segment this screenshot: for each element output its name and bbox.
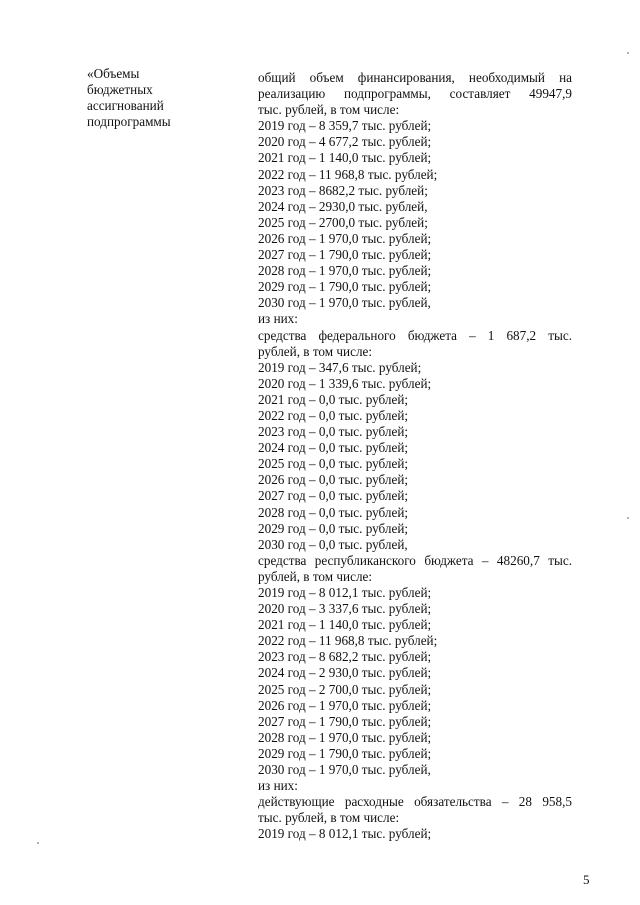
- year-line: 2022 год – 0,0 тыс. рублей;: [258, 407, 409, 423]
- year-line: 2028 год – 1 970,0 тыс. рублей;: [258, 263, 432, 279]
- year-line: 2030 год – 1 970,0 тыс. рублей,: [258, 295, 431, 311]
- year-line: 2019 год – 347,6 тыс. рублей;: [258, 359, 422, 375]
- republic-intro-line: средства республиканского бюджета – 48260,7 тыс.: [258, 552, 572, 568]
- total-years-list: [258, 118, 572, 311]
- federal-years-list: [258, 360, 572, 553]
- year-line: 2026 год – 1 970,0 тыс. рублей;: [258, 697, 432, 713]
- of-them-line: из них:: [258, 311, 298, 327]
- year-line: 2022 год – 11 968,8 тыс. рублей;: [258, 633, 438, 649]
- label-line: бюджетных: [87, 82, 153, 97]
- year-line: 2022 год – 11 968,8 тыс. рублей;: [258, 166, 438, 182]
- year-line: 2028 год – 1 970,0 тыс. рублей;: [258, 729, 432, 745]
- section-content: [258, 70, 572, 843]
- federal-intro-line: средства федерального бюджета – 1 687,2 тыс.: [258, 327, 572, 343]
- scan-speck: [627, 517, 629, 519]
- republic-years-list: [258, 585, 572, 778]
- year-line: 2030 год – 1 970,0 тыс. рублей,: [258, 762, 431, 778]
- year-line: 2020 год – 1 339,6 тыс. рублей;: [258, 375, 432, 391]
- of-them-line: из них:: [258, 778, 298, 794]
- year-line: 2026 год – 0,0 тыс. рублей;: [258, 472, 409, 488]
- year-line: 2021 год – 1 140,0 тыс. рублей;: [258, 617, 432, 633]
- year-line: 2029 год – 1 790,0 тыс. рублей;: [258, 745, 432, 761]
- year-line: 2023 год – 8 682,2 тыс. рублей;: [258, 649, 432, 665]
- year-line: 2027 год – 1 790,0 тыс. рублей;: [258, 247, 432, 263]
- year-line: 2021 год – 0,0 тыс. рублей;: [258, 391, 409, 407]
- year-line: 2023 год – 0,0 тыс. рублей;: [258, 424, 409, 440]
- intro-line: общий объем финансирования, необходимый на: [258, 70, 572, 85]
- year-line: 2029 год – 1 790,0 тыс. рублей;: [258, 279, 432, 295]
- year-line: 2019 год – 8 359,7 тыс. рублей;: [258, 118, 432, 134]
- scan-speck: [37, 842, 39, 844]
- year-line: 2029 год – 0,0 тыс. рублей;: [258, 520, 409, 536]
- year-line: 2025 год – 0,0 тыс. рублей;: [258, 456, 409, 472]
- republic-intro-line: рублей, в том числе:: [258, 568, 373, 584]
- federal-intro-line: рублей, в том числе:: [258, 343, 373, 359]
- obligations-intro-line: действующие расходные обязательства – 28 958,5: [258, 794, 572, 810]
- intro-line: тыс. рублей, в том числе:: [258, 102, 400, 118]
- year-line: 2027 год – 1 790,0 тыс. рублей;: [258, 713, 432, 729]
- page-number: 5: [583, 872, 590, 887]
- intro-line: реализацию подпрограммы, составляет 49947,9: [258, 86, 572, 102]
- year-line: 2019 год – 8 012,1 тыс. рублей;: [258, 585, 432, 600]
- year-line: 2023 год – 8682,2 тыс. рублей;: [258, 182, 428, 198]
- year-line: 2019 год – 8 012,1 тыс. рублей;: [258, 826, 432, 842]
- year-line: 2025 год – 2700,0 тыс. рублей;: [258, 214, 428, 230]
- label-line: ассигнований: [87, 98, 164, 113]
- year-line: 2030 год – 0,0 тыс. рублей,: [258, 536, 408, 552]
- year-line: 2020 год – 3 337,6 тыс. рублей;: [258, 601, 432, 617]
- label-line: подпрограммы: [87, 114, 171, 129]
- year-line: 2024 год – 0,0 тыс. рублей;: [258, 440, 409, 456]
- year-line: 2026 год – 1 970,0 тыс. рублей;: [258, 230, 432, 246]
- scan-speck: [627, 52, 629, 54]
- year-line: 2025 год – 2 700,0 тыс. рублей;: [258, 681, 432, 697]
- year-line: 2024 год – 2930,0 тыс. рублей,: [258, 198, 428, 214]
- label-line: «Объемы: [87, 66, 140, 81]
- year-line: 2021 год – 1 140,0 тыс. рублей;: [258, 150, 432, 166]
- year-line: 2020 год – 4 677,2 тыс. рублей;: [258, 134, 432, 150]
- year-line: 2027 год – 0,0 тыс. рублей;: [258, 488, 409, 504]
- section-label: [87, 66, 197, 130]
- year-line: 2028 год – 0,0 тыс. рублей;: [258, 504, 409, 520]
- obligations-intro-line: тыс. рублей, в том числе:: [258, 810, 400, 826]
- obligations-years-list: [258, 826, 572, 842]
- year-line: 2024 год – 2 930,0 тыс. рублей;: [258, 665, 432, 681]
